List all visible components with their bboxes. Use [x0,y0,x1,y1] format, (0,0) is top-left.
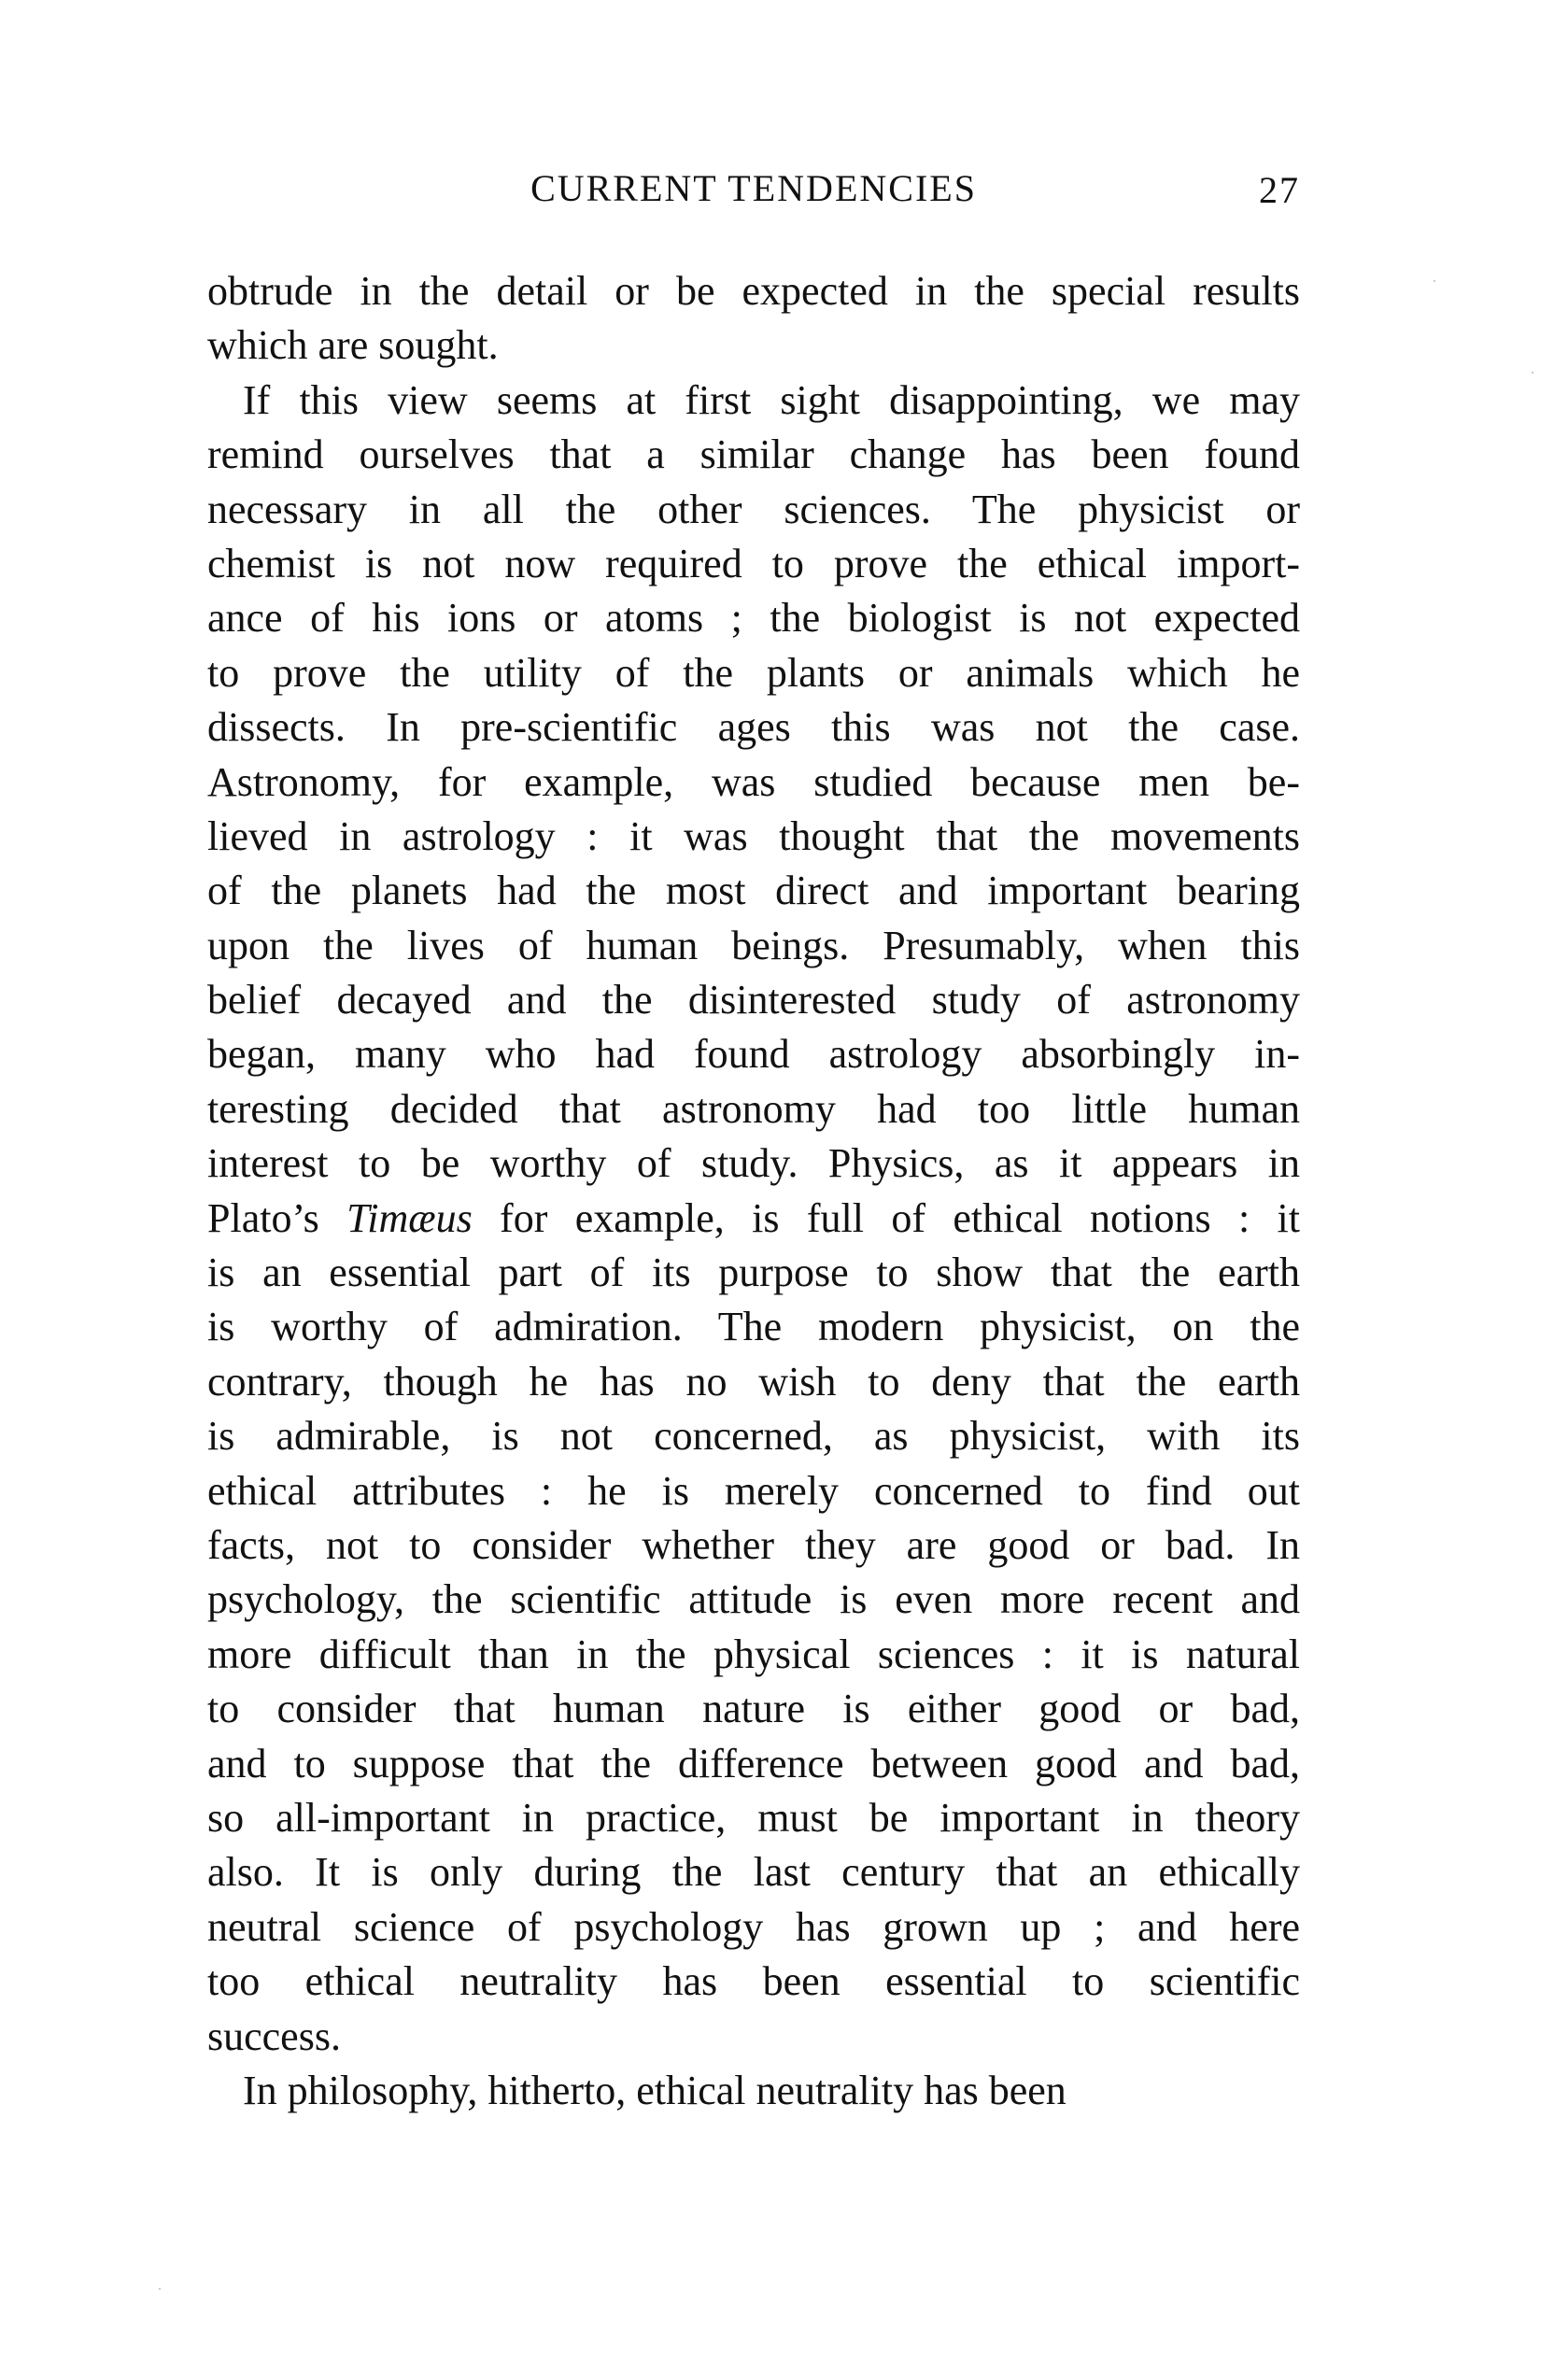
text-line: necessary in all the other sciences. The physicist or [207,486,1300,532]
text-line: interest to be worthy of study. Physics, as it appears in [207,1140,1300,1187]
text-line: of the planets had the most direct and important bearing [207,868,1300,914]
text-line: facts, not to consider whether they are good or bad. In [207,1521,1300,1568]
text-line: too ethical neutrality has been essential to scientific [207,1958,1300,2005]
text-line: ance of his ions or atoms ; the biologist is not expected [207,595,1300,642]
running-title: CURRENT TENDENCIES [530,167,977,209]
text-line: is worthy of admiration. The modern physicist, on the [207,1304,1300,1350]
paper-speck [1532,372,1533,374]
text-line: which are sought. [207,322,499,369]
paper-speck [159,2288,161,2290]
text-segment: Plato’s [207,1194,347,1241]
text-line: is an essential part of its purpose to show that the earth [207,1250,1300,1296]
text-line: to consider that human nature is either good or bad, [207,1686,1300,1732]
text-line: ethical attributes : he is merely concerned to find out [207,1467,1300,1514]
text-line: If this view seems at first sight disappointing, we may [243,376,1300,423]
paper-speck [1434,280,1435,282]
text-line: also. It is only during the last century that an ethically [207,1849,1300,1896]
body-text [207,264,1300,2118]
text-line: is admirable, is not concerned, as physicist, with its [207,1413,1300,1460]
text-line: obtrude in the detail or be expected in the special results [207,268,1300,314]
text-line: neutral science of psychology has grown up ; and here [207,1903,1300,1950]
text-line: remind ourselves that a similar change has been found [207,431,1300,478]
text-line: to prove the utility of the plants or animals which he [207,649,1300,696]
text-line: contrary, though he has no wish to deny that the earth [207,1358,1300,1405]
text-line [207,1192,1300,1246]
text-line: success. [207,2012,341,2059]
text-line: upon the lives of human beings. Presumably, when this [207,922,1300,968]
page-number: 27 [1259,169,1300,211]
text-line: chemist is not now required to prove the ethical import- [207,540,1300,586]
text-line: belief decayed and the disinterested study of astronomy [207,977,1300,1024]
text-line: more difficult than in the physical sciences : it is natural [207,1631,1300,1677]
text-line: began, many who had found astrology absorbingly in- [207,1031,1300,1078]
italic-title: Timæus [346,1194,473,1241]
text-line: Astronomy, for example, was studied because men be- [207,758,1300,805]
running-head [207,166,1300,219]
text-line: so all-important in practice, must be important in theory [207,1794,1300,1841]
text-line: psychology, the scientific attitude is even more recent and [207,1576,1300,1623]
text-line: teresting decided that astronomy had too little human [207,1085,1300,1132]
text-line: In philosophy, hitherto, ethical neutrality has been [243,2067,1067,2113]
text-line: and to suppose that the difference between good and bad, [207,1740,1300,1786]
text-segment: for example, is full of ethical notions : it [472,1194,1300,1241]
text-line: dissects. In pre-scientific ages this was not the case. [207,704,1300,751]
text-line: lieved in astrology : it was thought that the movements [207,812,1300,859]
